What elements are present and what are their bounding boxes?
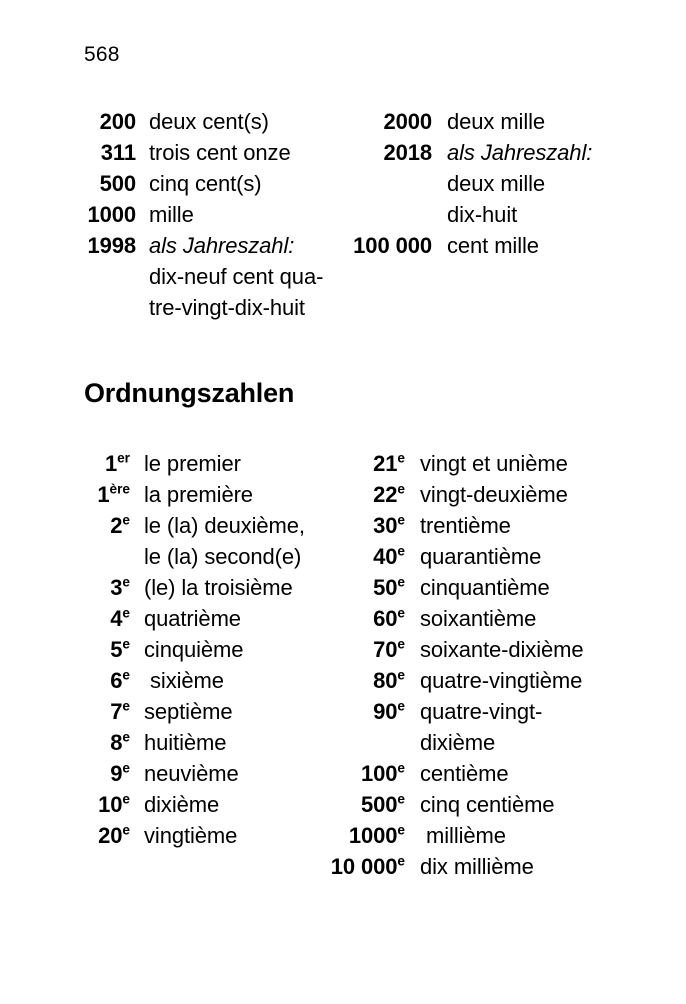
row-word: centième: [420, 761, 509, 786]
row-word: als Jahreszahl:: [447, 140, 593, 165]
ordinal-suffix: e: [122, 729, 130, 745]
table-row: [310, 696, 583, 727]
ordinal-suffix: e: [397, 760, 405, 776]
row-word: quatrième: [144, 606, 241, 631]
table-row: [62, 292, 323, 323]
row-number: 22e: [373, 481, 405, 507]
row-number: 40e: [373, 543, 405, 569]
table-row: [62, 572, 305, 603]
row-number: 4e: [110, 605, 130, 631]
table-row: [310, 572, 583, 603]
row-word: cinq centième: [420, 792, 555, 817]
table-row: [310, 541, 583, 572]
row-word: dixième: [420, 730, 496, 755]
row-number: 2018: [383, 140, 432, 165]
row-number: 200: [99, 109, 136, 134]
row-number: 311: [100, 140, 136, 165]
table-row: [62, 137, 323, 168]
row-word: dix-neuf cent qua-: [149, 264, 324, 289]
row-word: trentième: [420, 513, 511, 538]
table-row: [62, 510, 305, 541]
row-number: 100 000: [353, 233, 432, 258]
table-row: [62, 479, 305, 510]
row-number: 9e: [110, 760, 130, 786]
row-number: 5e: [110, 636, 130, 662]
table-row: [62, 665, 305, 696]
table-row: [310, 727, 583, 758]
table-row: [340, 230, 592, 261]
ordinal-suffix: er: [117, 450, 130, 466]
table-row: [310, 479, 583, 510]
row-word: la première: [144, 482, 253, 507]
row-number: 3e: [110, 574, 130, 600]
ordinal-suffix: e: [122, 667, 130, 683]
ordinal-numbers-left-column: [62, 448, 305, 851]
row-word: (le) la troisième: [144, 575, 293, 600]
ordinal-suffix: e: [397, 450, 405, 466]
ordinal-suffix: e: [122, 822, 130, 838]
row-number: 1998: [87, 233, 136, 258]
ordinal-suffix: e: [397, 481, 405, 497]
row-number: 90e: [373, 698, 405, 724]
row-word: dix-huit: [447, 202, 518, 227]
ordinal-suffix: e: [122, 760, 130, 776]
row-number: 500: [99, 171, 136, 196]
row-word: als Jahreszahl:: [149, 233, 295, 258]
row-number: 2e: [110, 512, 130, 538]
row-number: 8e: [110, 729, 130, 755]
ordinal-suffix: e: [397, 512, 405, 528]
row-word: vingt-deuxième: [420, 482, 568, 507]
row-word: mille: [149, 202, 194, 227]
table-row: [62, 448, 305, 479]
row-word: quarantième: [420, 544, 542, 569]
table-row: [62, 199, 323, 230]
table-row: [310, 758, 583, 789]
table-row: [310, 448, 583, 479]
row-word: huitième: [144, 730, 227, 755]
row-word: trois cent onze: [149, 140, 291, 165]
row-word: millième: [420, 823, 506, 848]
row-word: quatre-vingt-: [420, 699, 543, 724]
table-row: [62, 230, 323, 261]
row-word: dix millième: [420, 854, 534, 879]
row-word: quatre-vingtième: [420, 668, 583, 693]
table-row: [340, 168, 592, 199]
row-number: 30e: [373, 512, 405, 538]
row-number: 6e: [110, 667, 130, 693]
table-row: [310, 510, 583, 541]
table-row: [310, 603, 583, 634]
table-row: [62, 789, 305, 820]
row-word: vingtième: [144, 823, 238, 848]
ordinal-suffix: e: [397, 667, 405, 683]
table-row: [62, 603, 305, 634]
table-row: [340, 137, 592, 168]
ordinal-suffix: e: [397, 822, 405, 838]
row-word: cinquantième: [420, 575, 550, 600]
row-number: 2000: [383, 109, 432, 134]
ordinal-suffix: e: [122, 574, 130, 590]
row-number: 20e: [98, 822, 130, 848]
table-row: [340, 106, 592, 137]
ordinal-suffix: e: [122, 512, 130, 528]
row-number: 10e: [98, 791, 130, 817]
row-word: vingt et unième: [420, 451, 568, 476]
cardinal-numbers-left-column: [62, 106, 323, 323]
row-number: 1er: [104, 450, 130, 476]
row-word: le (la) second(e): [144, 544, 302, 569]
ordinal-suffix: e: [397, 791, 405, 807]
row-word: soixantième: [420, 606, 537, 631]
table-row: [310, 634, 583, 665]
table-row: [62, 727, 305, 758]
row-number: 80e: [373, 667, 405, 693]
ordinal-suffix: e: [122, 636, 130, 652]
row-number: 10 000e: [330, 853, 405, 879]
row-word: tre-vingt-dix-huit: [149, 295, 305, 320]
table-row: [62, 820, 305, 851]
row-number: 60e: [373, 605, 405, 631]
row-word: neuvième: [144, 761, 239, 786]
ordinal-suffix: e: [397, 636, 405, 652]
row-number: 1ère: [97, 481, 130, 507]
ordinal-suffix: e: [122, 605, 130, 621]
ordinal-suffix: e: [122, 791, 130, 807]
ordinal-suffix: e: [397, 853, 405, 869]
row-word: le (la) deuxième,: [144, 513, 305, 538]
table-row: [340, 199, 592, 230]
table-row: [310, 789, 583, 820]
table-row: [62, 168, 323, 199]
table-row: [62, 541, 305, 572]
row-word: cent mille: [447, 233, 539, 258]
row-word: deux mille: [447, 171, 546, 196]
table-row: [62, 634, 305, 665]
row-word: septième: [144, 699, 233, 724]
row-word: le premier: [144, 451, 241, 476]
ordinal-numbers-right-column: [310, 448, 583, 882]
ordinal-suffix: e: [397, 605, 405, 621]
table-row: [62, 758, 305, 789]
row-number: 100e: [361, 760, 405, 786]
row-word: cinquième: [144, 637, 244, 662]
ordinal-suffix: e: [397, 574, 405, 590]
row-number: 1000e: [348, 822, 405, 848]
cardinal-numbers-right-column: [340, 106, 592, 261]
row-number: 70e: [373, 636, 405, 662]
row-number: 50e: [373, 574, 405, 600]
ordinal-suffix: e: [397, 543, 405, 559]
row-word: soixante-dixième: [420, 637, 584, 662]
row-number: 21e: [373, 450, 405, 476]
ordinal-suffix: ère: [109, 481, 130, 497]
ordinal-suffix: e: [122, 698, 130, 714]
page-number: 568: [84, 43, 120, 66]
table-row: [62, 261, 323, 292]
table-row: [310, 851, 583, 882]
row-number: 500e: [361, 791, 405, 817]
row-word: sixième: [144, 668, 224, 693]
row-word: cinq cent(s): [149, 171, 262, 196]
ordinal-suffix: e: [397, 698, 405, 714]
page-title: Ordnungszahlen: [84, 378, 295, 408]
table-row: [310, 820, 583, 851]
row-number: 7e: [110, 698, 130, 724]
table-row: [62, 696, 305, 727]
table-row: [62, 106, 323, 137]
row-number: 1000: [87, 202, 136, 227]
row-word: deux mille: [447, 109, 546, 134]
row-word: deux cent(s): [149, 109, 269, 134]
table-row: [310, 665, 583, 696]
row-word: dixième: [144, 792, 220, 817]
